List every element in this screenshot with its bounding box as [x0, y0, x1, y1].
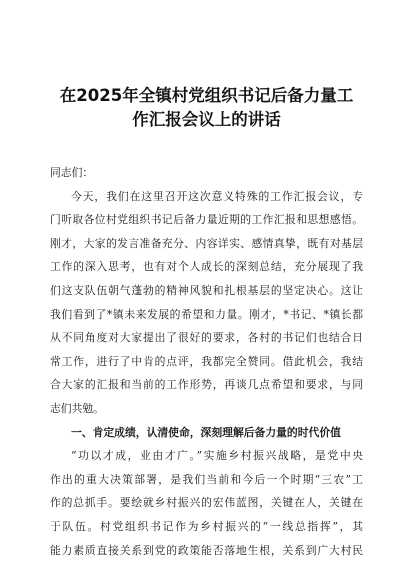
- paragraph-line: 作出的重大决策部署，是我们当前和今后一个时期“三农”工: [50, 472, 363, 486]
- section-heading-text: 一、肯定成绩，认清使命，深刻理解后备力量的时代价值: [71, 425, 341, 439]
- paragraph-line: 们这支队伍朝气蓬勃的精神风貌和扎根基层的坚定决心。这让: [50, 283, 363, 297]
- paragraph-line: 作的总抓手。要绘就乡村振兴的宏伟蓝图，关键在人，关键在: [50, 496, 363, 510]
- paragraph-line: 志们共勉。: [50, 401, 104, 415]
- section-heading: [50, 421, 363, 445]
- paragraph-line: 工作的深入思考，也有对个人成长的深刻总结，充分展现了我: [50, 260, 363, 274]
- body-paragraph: [50, 444, 363, 562]
- paragraph-line: 常工作，进行了中肯的点评，我都完全赞同。借此机会，我结: [50, 354, 363, 368]
- paragraph-line: 门听取各位村党组织书记后备力量近期的工作汇报和思想感悟。: [50, 213, 363, 227]
- paragraph-line: 刚才，大家的发言准备充分、内容详实、感情真挚，既有对基层: [50, 236, 363, 250]
- title-line: 在2025年全镇村党组织书记后备力量工: [59, 86, 354, 105]
- paragraph-line: 今天，我们在这里召开这次意义特殊的工作汇报会议，专: [71, 189, 363, 203]
- body-paragraph: [50, 185, 363, 421]
- paragraph-line: 我们看到了*镇未来发展的希望和力量。刚才，*书记、*镇长都: [50, 307, 363, 321]
- salutation: 同志们：: [50, 166, 94, 179]
- paragraph-line: 能力素质直接关系到党的政策能否落地生根，关系到广大村民: [50, 543, 363, 557]
- paragraph-line: “功以才成，业由才广。”实施乡村振兴战略，是党中央: [71, 449, 363, 463]
- paragraph-line: 从不同角度对大家提出了很好的要求，各村的书记们也结合日: [50, 331, 363, 345]
- paragraph-line: 于队伍。村党组织书记作为乡村振兴的“一线总指挥”，其: [50, 519, 363, 533]
- document-title: [50, 0, 363, 132]
- paragraph-line: 合大家的汇报和当前的工作形势，再谈几点希望和要求，与同: [50, 378, 363, 392]
- title-line: 作汇报会议上的讲话: [132, 110, 281, 129]
